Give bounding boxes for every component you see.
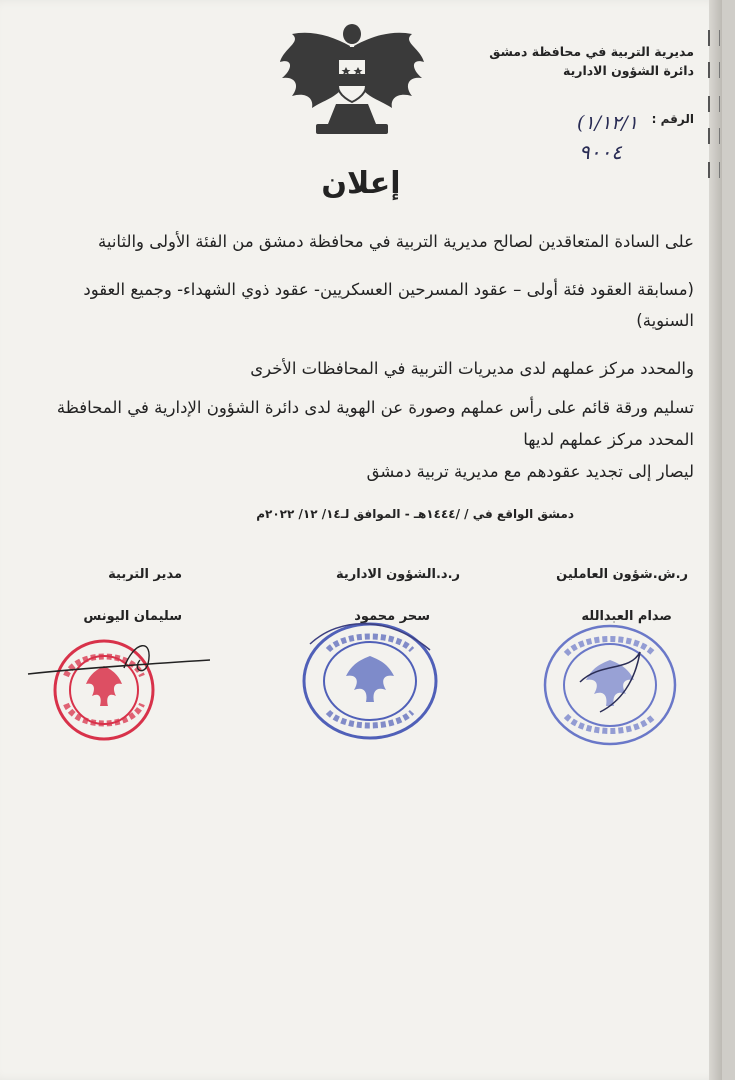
- body-line-6: المحدد مركز عملهم لديها: [523, 430, 694, 449]
- eagle-emblem-icon: [272, 16, 432, 144]
- signature-name-middle: سحر محمود: [354, 609, 430, 624]
- ref-number-handwritten: ١/١٢/١): [576, 112, 638, 134]
- signature-name-right: صدام العبدالله: [581, 609, 672, 624]
- signature-title-middle: ر.د.الشؤون الادارية: [336, 567, 460, 582]
- personnel-stamp-icon: [540, 622, 680, 748]
- signature-title-right: ر.ش.شؤون العاملين: [556, 567, 688, 582]
- body-line-1: على السادة المتعاقدين لصالح مديرية التربية في محافظة دمشق من الفئة الأولى والثانية: [98, 232, 694, 251]
- paper-edge: [709, 0, 722, 1080]
- body-line-2: (مسابقة العقود فئة أولى – عقود المسرحين العسكريين- عقود ذوي الشهداء- وجميع العقود: [83, 280, 694, 299]
- signature-title-left: مدير التربية: [108, 567, 182, 582]
- body-line-5: تسليم ورقة قائم على رأس عملهم وصورة عن الهوية لدى دائرة الشؤون الإدارية في المحافظة: [56, 398, 694, 417]
- ref-label: الرقم :: [651, 112, 694, 126]
- document-title: إعلان: [321, 166, 401, 201]
- signature-scribble-icon: [24, 630, 214, 690]
- header-block: [454, 42, 694, 80]
- body-line-7: ليصار إلى تجديد عقودهم مع مديرية تربية دمشق: [366, 462, 694, 481]
- body-line-4: والمحدد مركز عملهم لدى مديريات التربية في المحافظات الأخرى: [250, 359, 694, 378]
- date-line: دمشق الواقع في / /١٤٤٤هـ - الموافق لـ١٤/ ١٢/ ٢٠٢٢م: [256, 507, 574, 521]
- body-line-3: السنوية): [636, 311, 694, 330]
- signature-name-left: سليمان اليونس: [83, 609, 182, 624]
- department-stamp-icon: [300, 620, 440, 742]
- department-name: دائرة الشؤون الادارية: [563, 63, 694, 78]
- ref-serial-handwritten: ٩٠٠٤: [579, 140, 622, 164]
- directorate-name: مديرية التربية في محافظة دمشق: [489, 44, 694, 59]
